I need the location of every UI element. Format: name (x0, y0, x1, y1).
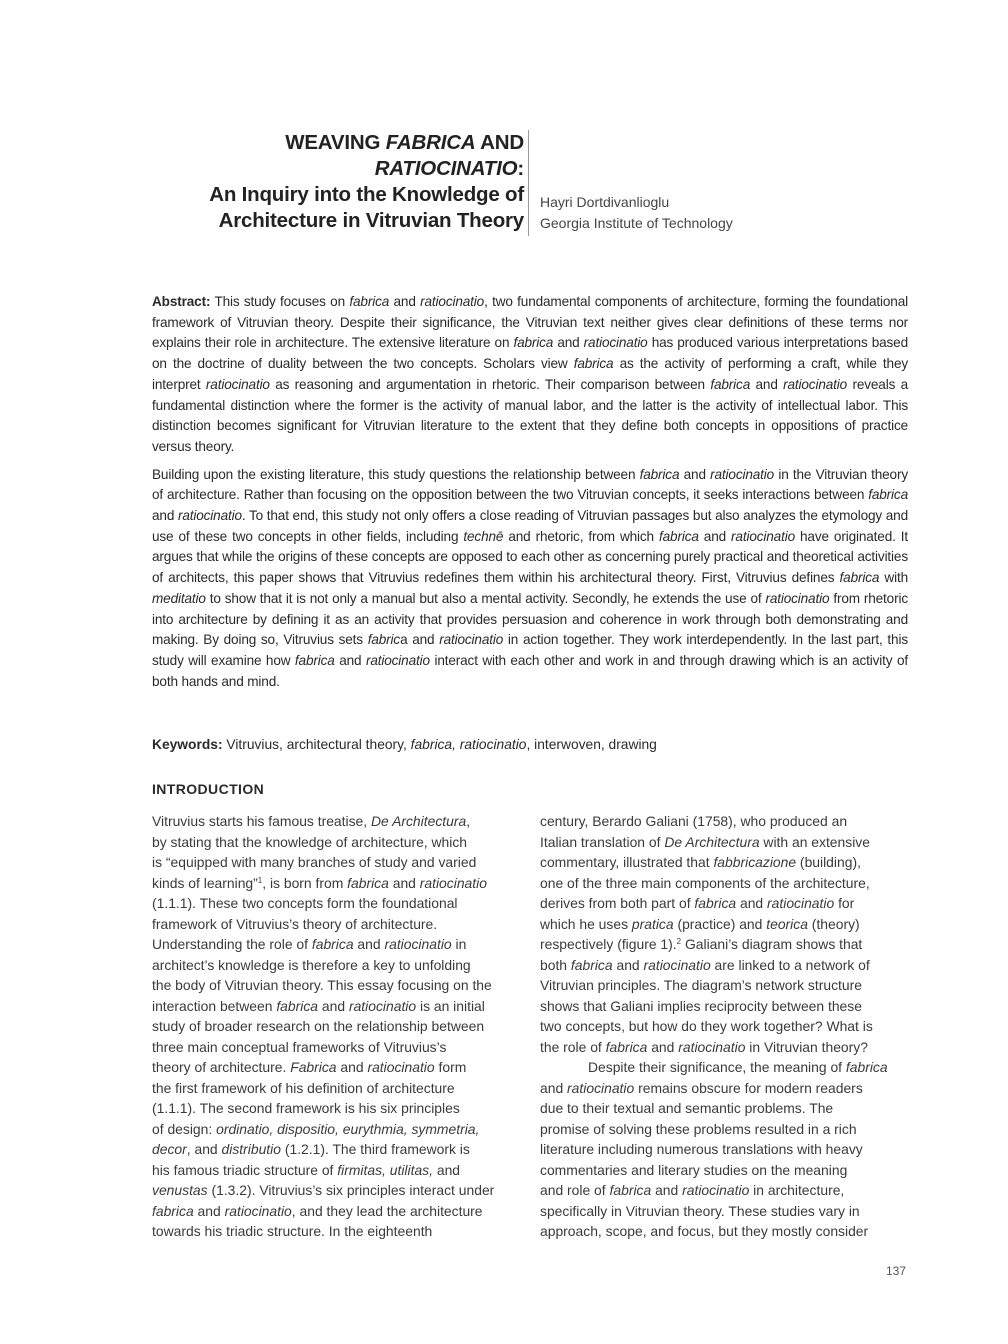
text-run: and (540, 1079, 568, 1096)
text-line (152, 1160, 522, 1181)
text-line (152, 975, 522, 996)
text-run: are linked to a network of (710, 956, 870, 973)
title-line (150, 208, 524, 234)
text-run: and rhetoric, from which (503, 528, 659, 544)
italic-term: ratiocinatio (177, 508, 242, 524)
text-line (152, 852, 522, 873)
text-run: , (466, 813, 471, 829)
text-run: with an extensive (759, 833, 870, 850)
text-run: (1.3.2). Vitruvius’s six principles interact under (207, 1182, 495, 1198)
text-run: remains obscure for modern readers (634, 1079, 863, 1096)
text-run: Despite their significance, the meaning of (588, 1059, 846, 1075)
text-run: and (353, 936, 385, 952)
text-line (540, 1180, 910, 1201)
text-line (152, 873, 522, 894)
text-run: form (434, 1059, 467, 1075)
text-run: and (433, 1161, 461, 1178)
footnote-marker: 2 (676, 937, 682, 946)
text-line (540, 1139, 910, 1160)
text-run: Vitruvius, architectural theory, (222, 737, 411, 752)
text-line (152, 955, 522, 976)
italic-term: fabrica (710, 376, 751, 392)
text-line (540, 934, 910, 955)
text-run: has produced various interpretations based on the doctrine of duality between the two concepts. Scholars view (152, 335, 908, 372)
text-run: Galiani’s diagram shows that (681, 936, 863, 952)
text-line (540, 996, 910, 1017)
text-run: interaction between (152, 997, 277, 1014)
text-run: . To that end, this study not only offers a close reading of Vitruvian passages but also analyzes the etymology and use of these two concepts in other fields, including (152, 508, 909, 544)
text-run: literature including numerous translations with heavy (540, 1141, 863, 1157)
italic-term: ratiocinatio (767, 895, 835, 911)
text-run: Architecture in Vitruvian Theory (218, 209, 524, 232)
text-line (152, 1098, 522, 1119)
text-run: is “equipped with many branches of study and varied (152, 854, 477, 870)
title-divider (528, 130, 529, 236)
text-run: the role of (540, 1038, 606, 1055)
italic-term: ratiocinatio (765, 590, 830, 606)
text-line (152, 811, 522, 832)
text-line (540, 1016, 910, 1037)
italic-term: meditatio (152, 590, 206, 606)
text-run: and (193, 1202, 225, 1219)
text-run: century, Berardo Galiani (1758), who produced an (540, 813, 848, 829)
italic-term: fabrica (570, 956, 613, 973)
italic-term: ratiocinatio (384, 936, 452, 952)
text-run: and (318, 997, 349, 1014)
text-line (540, 832, 910, 853)
text-line (540, 955, 910, 976)
text-run: and (336, 1059, 368, 1075)
text-line (152, 1119, 522, 1140)
italic-term: distributio (221, 1141, 281, 1157)
italic-term: ratiocinatio (365, 652, 430, 668)
abstract (152, 292, 908, 699)
text-run: reveals a fundamental distinction where the former is the activity of manual labor, and the latter is the activity of intellectual labor. This distinction becomes significant for Vitruvian literature to the extent that they define both concepts in oppositions of practice versus theory. (152, 376, 908, 454)
abstract-label: Abstract: (152, 294, 211, 309)
text-run: to show that it is not only a manual but also a mental activity. Secondly, he extends the use of (205, 590, 766, 606)
text-run: from rhetoric into architecture by defining it as an activity that provides persuasion and coherence in work through both demonstrating and making. By doing so, Vitruvius sets (152, 590, 908, 648)
text-run: and (553, 335, 584, 351)
text-line (540, 893, 910, 914)
text-run: and role of (540, 1182, 610, 1198)
text-run: WEAVING (285, 131, 386, 154)
italic-term: fabrica (845, 1059, 888, 1075)
title-line (150, 156, 524, 182)
text-line (540, 1160, 910, 1181)
text-run: kinds of learning” (152, 874, 258, 891)
text-run: (1.1.1). These two concepts form the foundational (152, 895, 458, 911)
italic-term: ratiocinatio (224, 1202, 292, 1219)
italic-term: fabrica (639, 466, 680, 482)
text-run: in action together. They work interdependently. In the last part, this study will examine how (152, 632, 908, 668)
text-run: commentary, illustrated that (540, 854, 714, 870)
text-line (152, 1016, 522, 1037)
text-line (540, 1201, 910, 1222)
text-run: two concepts, but how do they work together? What is (540, 1018, 873, 1034)
text-run: , and (186, 1141, 222, 1157)
text-run: Building upon the existing literature, this study questions the relationship between (152, 466, 640, 482)
text-run: and (651, 1182, 683, 1198)
text-run: one of the three main components of the architecture, (540, 874, 870, 891)
italic-term: ratiocinatio (420, 294, 485, 309)
text-line (540, 975, 910, 996)
text-line (540, 914, 910, 935)
italic-term: fabrica (513, 335, 554, 351)
text-run: Italian translation of (540, 833, 665, 850)
italic-term: ratiocinatio (682, 1182, 750, 1198)
text-run: (theory) (807, 915, 860, 932)
text-run: respectively (figure 1). (540, 936, 677, 952)
introduction-left-column (152, 811, 522, 1242)
italic-term: fabrica (152, 1202, 194, 1219)
italic-term: ratiocinatio (731, 528, 795, 544)
author-affiliation: Georgia Institute of Technology (540, 215, 733, 231)
italic-term: ratiocinatio (205, 376, 270, 392)
italic-term: ratiocinatio (419, 874, 487, 891)
text-run: and (698, 528, 732, 544)
text-run: and (612, 956, 644, 973)
text-run: derives from both part of (540, 895, 695, 911)
text-run: and (388, 874, 420, 891)
italic-term: firmitas, utilitas, (337, 1161, 433, 1178)
text-line (540, 852, 910, 873)
text-run: and (736, 895, 768, 911)
text-run: (1.1.1). The second framework is his six principles (152, 1100, 460, 1116)
italic-term: fabrica (605, 1038, 648, 1055)
text-run: and (750, 376, 784, 392)
text-line (152, 1201, 522, 1222)
text-line (152, 1221, 522, 1242)
text-run: (practice) and (673, 915, 767, 932)
text-run: , and they lead the architecture (291, 1202, 483, 1219)
text-run: have originated. It argues that while the origins of these concepts are opposed to each other as concerning purely practical and theoretical activities of architects, this paper shows that Vitruvius redefines them within his architectural theory. First, Vitruvius defines (152, 528, 909, 586)
italic-term: teorica (766, 915, 808, 932)
abstract-paragraph (152, 292, 908, 458)
text-run: as the activity of performing a craft, while they interpret (152, 356, 908, 392)
text-run: three main conceptual frameworks of Vitruvius’s (152, 1038, 447, 1055)
text-run: An Inquiry into the Knowledge of (209, 183, 524, 206)
italic-term: fabrica (694, 895, 737, 911)
text-run: shows that Galiani implies reciprocity between these (540, 997, 862, 1014)
text-run: , interwoven, drawing (526, 737, 657, 752)
text-run: architect’s knowledge is therefore a key to unfolding (152, 956, 471, 973)
text-run: AND (475, 131, 524, 154)
text-run: This study focuses on (210, 294, 350, 309)
italic-term: venustas (152, 1182, 208, 1198)
italic-term: fabrica (276, 997, 319, 1014)
text-run: for (834, 895, 855, 911)
text-run: Understanding the role of (152, 936, 312, 952)
italic-term: RATIOCINATIO (374, 157, 518, 180)
text-run: both (540, 956, 571, 973)
italic-term: ratiocinatio (348, 997, 417, 1014)
footnote-marker: 1 (257, 875, 263, 885)
text-run: as reasoning and argumentation in rhetoric. Their comparison between (269, 376, 711, 392)
text-line (152, 996, 522, 1017)
text-line (152, 1037, 522, 1058)
author-name: Hayri Dortdivanlioglu (540, 194, 670, 210)
italic-term: fabrica (573, 356, 614, 372)
text-run: and (389, 294, 421, 309)
text-run: and (679, 466, 711, 482)
text-run: (building), (796, 854, 861, 870)
italic-term: ratiocinatio (643, 956, 711, 973)
text-run: approach, scope, and focus, but they mostly consider (540, 1223, 869, 1239)
text-run: , is born from (262, 874, 348, 891)
introduction-right-column (540, 811, 910, 1242)
keywords-list (223, 737, 657, 752)
text-line (540, 1098, 910, 1119)
italic-term: ratiocinatio (439, 632, 504, 648)
text-run: and (152, 508, 178, 524)
text-line (540, 1037, 910, 1058)
text-line (540, 1119, 910, 1140)
text-run: and (647, 1038, 679, 1055)
text-line (152, 1180, 522, 1201)
text-run: is an initial (416, 997, 485, 1014)
title-line (150, 130, 524, 156)
italic-term: De Architectura (664, 833, 760, 850)
italic-term: ratiocinatio (783, 376, 848, 392)
text-run: with (879, 570, 908, 586)
italic-term: fabrica (609, 1182, 652, 1198)
text-line (152, 1057, 522, 1078)
paper-title (150, 130, 524, 234)
italic-term: pratica (631, 915, 674, 932)
text-run: commentaries and literary studies on the meaning (540, 1161, 848, 1178)
italic-term: ordinatio, dispositio, eurythmia, symmetria, (216, 1120, 480, 1137)
italic-term: fabrica (311, 936, 354, 952)
text-run: framework of Vitruvius’s theory of architecture. (152, 915, 438, 932)
text-run: and (334, 652, 366, 668)
text-run: in architecture, (749, 1182, 845, 1198)
text-line (540, 811, 910, 832)
text-line (152, 1139, 522, 1160)
text-run: theory of architecture. (152, 1059, 291, 1075)
text-run: study of broader research on the relationship between (152, 1018, 485, 1034)
italic-term: ratiocinatio (367, 1059, 435, 1075)
section-heading-introduction: INTRODUCTION (152, 781, 265, 797)
author-block (540, 192, 733, 234)
text-run: towards his triadic structure. In the eighteenth (152, 1223, 433, 1239)
text-line (540, 1057, 910, 1078)
text-run: specifically in Vitruvian theory. These studies vary in (540, 1202, 860, 1219)
text-run: in the Vitruvian theory of architecture. Rather than focusing on the opposition between the two Vitruvian concepts, it seeks interactions between (152, 466, 908, 503)
abstract-paragraph (152, 465, 908, 693)
italic-term: fabrica (294, 652, 335, 668)
italic-term: De Architectura (371, 813, 467, 829)
italic-term: fabrica (659, 528, 699, 544)
italic-term: decor (152, 1141, 187, 1157)
italic-term: fabrica (349, 294, 390, 309)
italic-term: fabric (367, 632, 401, 648)
text-run: the first framework of his definition of architecture (152, 1079, 455, 1096)
text-run: his famous triadic structure of (152, 1161, 338, 1178)
text-run: in Vitruvian theory? (745, 1038, 868, 1055)
text-run: promise of solving these problems resulted in a rich (540, 1120, 857, 1137)
text-line (540, 1078, 910, 1099)
text-line (540, 873, 910, 894)
text-run: by stating that the knowledge of architecture, which (152, 833, 468, 850)
text-run: Vitruvius starts his famous treatise, (152, 813, 371, 829)
keywords-label: Keywords: (152, 737, 223, 752)
italic-term: ratiocinatio (710, 466, 775, 482)
italic-term: technē (463, 528, 504, 544)
italic-term: fabrica (347, 874, 389, 891)
text-run: in (451, 936, 467, 952)
text-line (540, 1221, 910, 1242)
italic-term: Fabrica (290, 1059, 337, 1075)
text-run: Vitruvian principles. The diagram’s network structure (540, 977, 862, 993)
text-run: of design: (152, 1120, 217, 1137)
italic-term: fabrica, ratiocinatio (410, 737, 527, 752)
text-line (152, 1078, 522, 1099)
text-run: which he uses (540, 915, 632, 932)
italic-term: ratiocinatio (583, 335, 648, 351)
text-line (152, 914, 522, 935)
text-run: , two fundamental components of architecture, forming the foundational framework of Vitruvian theory. Despite their significance, the Vitruvian text neither gives clear definitions of these terms nor explains their role in architecture. The extensive literature on (152, 294, 908, 351)
text-run: a and (400, 632, 440, 648)
italic-term: ratiocinatio (567, 1079, 635, 1096)
text-line (152, 832, 522, 853)
text-run: due to their textual and semantic problems. The (540, 1100, 834, 1116)
text-line (152, 893, 522, 914)
italic-term: FABRICA (385, 131, 476, 154)
title-line (150, 182, 524, 208)
keywords (152, 735, 657, 755)
text-line (152, 934, 522, 955)
text-run: interact with each other and work in and through drawing which is an activity of both hands and mind. (152, 652, 908, 689)
text-run: (1.2.1). The third framework is (280, 1141, 470, 1157)
italic-term: ratiocinatio (678, 1038, 746, 1055)
italic-term: fabrica (839, 570, 880, 586)
text-run: : (517, 157, 524, 180)
page-number: 137 (886, 1264, 907, 1278)
italic-term: fabbricazione (713, 854, 797, 870)
text-run: the body of Vitruvian theory. This essay focusing on the (152, 977, 492, 993)
italic-term: fabrica (868, 487, 908, 503)
